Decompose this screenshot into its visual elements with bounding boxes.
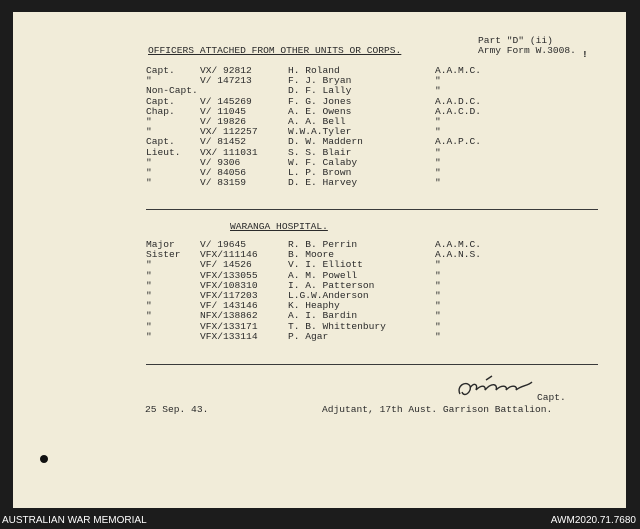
corps: A.A.M.C. xyxy=(435,65,482,76)
corps: " xyxy=(435,75,441,87)
officer-name: I. A. Patterson xyxy=(288,279,375,291)
corps: " xyxy=(435,177,441,189)
service-number: V/ 145269 xyxy=(200,95,252,107)
section-title-hospital: WARANGA HOSPITAL. xyxy=(230,221,328,232)
officer-name: R. B. Perrin xyxy=(288,239,358,250)
corps: " xyxy=(435,320,441,332)
rank: Non-Capt. xyxy=(146,85,198,97)
signature-rank: Capt. xyxy=(537,392,566,403)
corps: " xyxy=(435,290,441,301)
officer-name: P. Agar xyxy=(288,330,329,342)
officer-name: L.G.W.Anderson xyxy=(288,290,369,301)
rank: " xyxy=(146,290,152,301)
service-number: VFX/133055 xyxy=(200,269,258,281)
corps: A.A.C.D. xyxy=(435,105,482,117)
service-number: V/ 147213 xyxy=(200,75,252,87)
service-number: VF/ 14526 xyxy=(200,259,252,271)
rank: " xyxy=(146,330,152,342)
rank: " xyxy=(146,116,152,127)
service-number: V/ 83159 xyxy=(200,177,247,189)
corps: " xyxy=(435,279,441,291)
footer-collection: AUSTRALIAN WAR MEMORIAL xyxy=(2,515,147,526)
rank: " xyxy=(146,320,152,332)
rank: " xyxy=(146,156,152,168)
service-number: NFX/138862 xyxy=(200,310,258,322)
officer-name: D. W. Maddern xyxy=(288,136,363,148)
rank: Chap. xyxy=(146,105,175,117)
service-number: VFX/133171 xyxy=(200,320,258,332)
section-title-attached: OFFICERS ATTACHED FROM OTHER UNITS OR CORPS. xyxy=(148,45,402,56)
footer-accession: AWM2020.71.7680 xyxy=(550,515,636,526)
officer-name: A. I. Bardin xyxy=(288,310,358,322)
corps: " xyxy=(435,269,441,281)
rank: " xyxy=(146,269,152,281)
rank: Capt. xyxy=(146,136,175,148)
service-number: VFX/108310 xyxy=(200,279,258,291)
section-divider xyxy=(146,209,598,210)
rank: Capt. xyxy=(146,95,175,107)
rank: " xyxy=(146,310,152,322)
rank: " xyxy=(146,259,152,271)
service-number: V/ 19826 xyxy=(200,116,247,127)
rank: " xyxy=(146,279,152,291)
service-number: VX/ 111031 xyxy=(200,146,258,158)
service-number: VX/ 112257 xyxy=(200,126,258,138)
ink-spot xyxy=(40,455,48,463)
corps: A.A.N.S. xyxy=(435,249,482,261)
officer-name: D. E. Harvey xyxy=(288,177,358,189)
corps: " xyxy=(435,85,441,97)
service-number: VFX/133114 xyxy=(200,330,258,342)
corps: A.A.M.C. xyxy=(435,239,482,250)
signatory-title: Adjutant, 17th Aust. Garrison Battalion. xyxy=(322,404,553,415)
officer-name: T. B. Whittenbury xyxy=(288,320,386,332)
officer-name: A. A. Bell xyxy=(288,116,346,127)
form-number: Army Form W.3008. xyxy=(478,45,576,56)
officer-name: H. Roland xyxy=(288,65,340,76)
service-number: V/ 81452 xyxy=(200,136,247,148)
handwritten-signature xyxy=(452,368,547,404)
rank: " xyxy=(146,300,152,312)
rank: " xyxy=(146,126,152,138)
corps: " xyxy=(435,310,441,322)
service-number: V/ 11045 xyxy=(200,105,247,117)
officer-name: K. Heaphy xyxy=(288,300,340,312)
corps: " xyxy=(435,300,441,312)
corps: " xyxy=(435,126,441,138)
rank: " xyxy=(146,75,152,87)
document-date: 25 Sep. 43. xyxy=(145,404,209,415)
service-number: VFX/111146 xyxy=(200,249,258,261)
rank: Lieut. xyxy=(146,146,181,158)
officer-name: W.W.A.Tyler xyxy=(288,126,352,138)
corps: A.A.P.C. xyxy=(435,136,482,148)
officer-name: S. S. Blair xyxy=(288,146,352,158)
section-divider xyxy=(146,364,598,365)
officer-name: F. G. Jones xyxy=(288,95,352,107)
rank: Major xyxy=(146,239,175,250)
rank: Capt. xyxy=(146,65,175,76)
rank: " xyxy=(146,177,152,189)
officer-name: B. Moore xyxy=(288,249,335,261)
corps: " xyxy=(435,146,441,158)
officer-name: A. M. Powell xyxy=(288,269,358,281)
service-number: V/ 84056 xyxy=(200,167,247,178)
corps: A.A.D.C. xyxy=(435,95,482,107)
corps: " xyxy=(435,156,441,168)
part-label: Part "D" (ii) xyxy=(478,35,553,46)
officer-name: F. J. Bryan xyxy=(288,75,352,87)
officer-name: W. F. Calaby xyxy=(288,156,358,168)
officer-name: L. P. Brown xyxy=(288,167,352,178)
rank: " xyxy=(146,167,152,178)
corps: " xyxy=(435,167,441,178)
officer-name: D. F. Lally xyxy=(288,85,352,97)
service-number: V/ 19645 xyxy=(200,239,247,250)
officer-name: V. I. Elliott xyxy=(288,259,363,271)
margin-mark: ! xyxy=(582,49,588,60)
corps: " xyxy=(435,330,441,342)
service-number: VFX/117203 xyxy=(200,290,258,301)
service-number: V/ 9306 xyxy=(200,156,241,168)
officer-name: A. E. Owens xyxy=(288,105,352,117)
corps: " xyxy=(435,259,441,271)
corps: " xyxy=(435,116,441,127)
service-number: VF/ 143146 xyxy=(200,300,258,312)
rank: Sister xyxy=(146,249,181,261)
service-number: VX/ 92812 xyxy=(200,65,252,76)
